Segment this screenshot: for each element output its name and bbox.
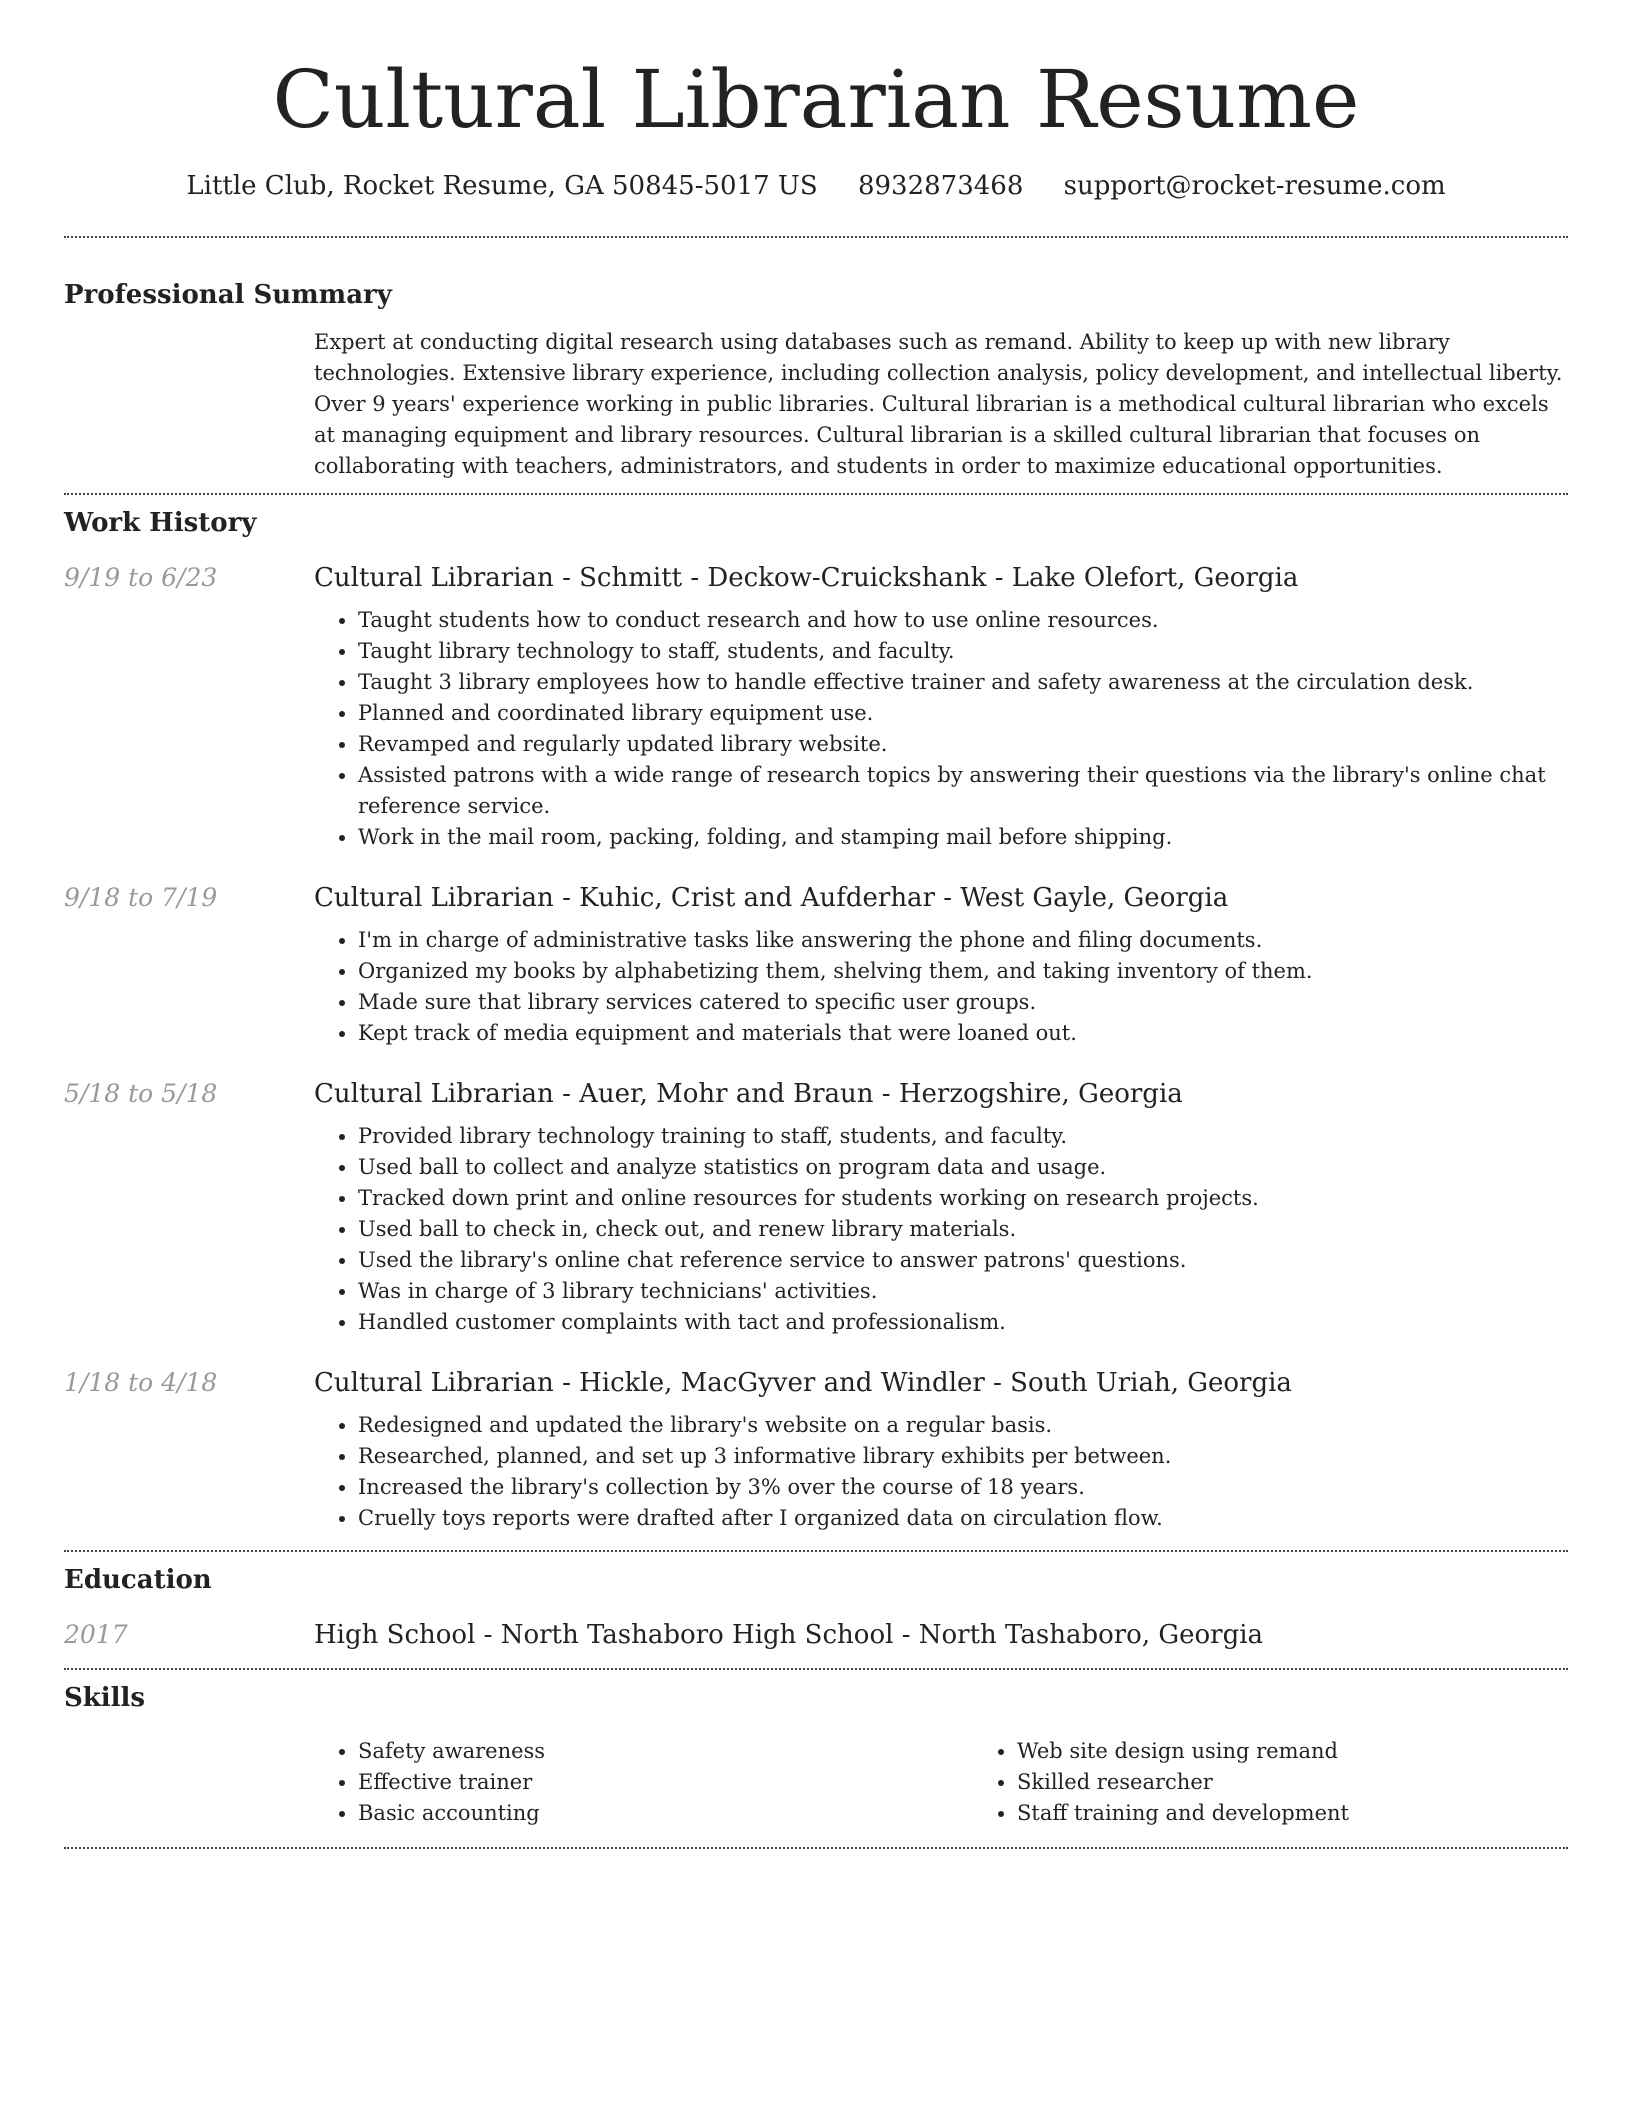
bullet-item: • Researched, planned, and set up 3 informative library exhibits per between. xyxy=(358,1441,1568,1472)
education-section xyxy=(64,1564,1568,1652)
bullet-item: • Was in charge of 3 library technicians' activities. xyxy=(358,1276,1568,1307)
contact-address: Little Club, Rocket Resume, GA 50845-5017 US xyxy=(186,171,818,201)
bullet-item: • Revamped and regularly updated library website. xyxy=(358,729,1568,760)
work-section xyxy=(64,507,1568,1534)
job-entry xyxy=(64,1366,1568,1534)
skill-item: • Effective trainer xyxy=(358,1767,973,1798)
bullet-item: • Taught 3 library employees how to handle effective trainer and safety awareness at the circulation desk. xyxy=(358,667,1568,698)
job-entry xyxy=(64,1077,1568,1338)
job-dates: 9/19 to 6/23 xyxy=(64,563,218,592)
divider xyxy=(64,1668,1568,1670)
job-heading: Cultural Librarian - Hickle, MacGyver and Windler - South Uriah, Georgia xyxy=(314,1368,1292,1398)
skill-item: • Web site design using remand xyxy=(1017,1736,1568,1767)
contact-line xyxy=(64,170,1568,202)
bullet-item: • Tracked down print and online resources for students working on research projects. xyxy=(358,1183,1568,1214)
bullet-item: • Assisted patrons with a wide range of research topics by answering their questions via the library's online chat reference service. xyxy=(358,760,1568,822)
bullet-item: • Used ball to check in, check out, and renew library materials. xyxy=(358,1214,1568,1245)
bullet-item: • Taught students how to conduct research and how to use online resources. xyxy=(358,605,1568,636)
section-title-summary: Professional Summary xyxy=(64,280,392,310)
job-heading: Cultural Librarian - Schmitt - Deckow-Cruickshank - Lake Olefort, Georgia xyxy=(314,563,1299,593)
divider xyxy=(64,493,1568,495)
contact-phone: 8932873468 xyxy=(857,171,1024,201)
divider xyxy=(64,236,1568,238)
divider xyxy=(64,1550,1568,1552)
resume-title: Cultural Librarian Resume xyxy=(272,53,1360,146)
job-dates: 9/18 to 7/19 xyxy=(64,883,218,912)
bullet-item: • Organized my books by alphabetizing them, shelving them, and taking inventory of them. xyxy=(358,956,1568,987)
section-title-education: Education xyxy=(64,1565,212,1595)
summary-section xyxy=(64,279,1568,482)
job-bullets xyxy=(314,925,1568,1049)
skills-list xyxy=(314,1736,1568,1829)
resume-page xyxy=(64,0,1568,1849)
bullet-item: • Cruelly toys reports were drafted after I organized data on circulation flow. xyxy=(358,1503,1568,1534)
skill-item: • Basic accounting xyxy=(358,1798,973,1829)
bullet-item: • I'm in charge of administrative tasks like answering the phone and filing documents. xyxy=(358,925,1568,956)
section-title-work: Work History xyxy=(64,508,257,538)
job-bullets xyxy=(314,1410,1568,1534)
job-bullets xyxy=(314,605,1568,853)
bullet-item: • Used the library's online chat reference service to answer patrons' questions. xyxy=(358,1245,1568,1276)
bullet-item: • Planned and coordinated library equipment use. xyxy=(358,698,1568,729)
divider xyxy=(64,1847,1568,1849)
skill-item: • Staff training and development xyxy=(1017,1798,1568,1829)
bullet-item: • Taught library technology to staff, students, and faculty. xyxy=(358,636,1568,667)
job-dates: 1/18 to 4/18 xyxy=(64,1368,218,1397)
job-dates: 5/18 to 5/18 xyxy=(64,1079,218,1108)
bullet-item: • Made sure that library services catered to specific user groups. xyxy=(358,987,1568,1018)
skills-section xyxy=(64,1682,1568,1829)
education-year: 2017 xyxy=(64,1620,128,1649)
skill-item: • Safety awareness xyxy=(358,1736,973,1767)
bullet-item: • Work in the mail room, packing, folding, and stamping mail before shipping. xyxy=(358,822,1568,853)
skill-item: • Skilled researcher xyxy=(1017,1767,1568,1798)
bullet-item: • Used ball to collect and analyze statistics on program data and usage. xyxy=(358,1152,1568,1183)
job-heading: Cultural Librarian - Auer, Mohr and Braun - Herzogshire, Georgia xyxy=(314,1079,1183,1109)
education-entry xyxy=(64,1618,1568,1652)
bullet-item: • Provided library technology training to staff, students, and faculty. xyxy=(358,1121,1568,1152)
contact-email: support@rocket-resume.com xyxy=(1063,171,1446,201)
section-title-skills: Skills xyxy=(64,1683,146,1713)
job-entry xyxy=(64,561,1568,853)
bullet-item: • Increased the library's collection by 3% over the course of 18 years. xyxy=(358,1472,1568,1503)
bullet-item: • Kept track of media equipment and materials that were loaned out. xyxy=(358,1018,1568,1049)
education-heading: High School - North Tashaboro High School - North Tashaboro, Georgia xyxy=(314,1620,1264,1650)
job-entry xyxy=(64,881,1568,1049)
bullet-item: • Handled customer complaints with tact and professionalism. xyxy=(358,1307,1568,1338)
bullet-item: • Redesigned and updated the library's website on a regular basis. xyxy=(358,1410,1568,1441)
job-bullets xyxy=(314,1121,1568,1338)
summary-text: Expert at conducting digital research using databases such as remand. Ability to keep up with new library technologies. Extensive library experience, including collection analysis, policy development, and intellectual liberty. Over 9 years' experience working in public libraries. Cultural librarian is a methodical cultural librarian who excels at managing equipment and library resources. Cultural librarian is a skilled cultural librarian that focuses on collaborating with teachers, administrators, and students in order to maximize educational opportunities. xyxy=(314,330,1563,478)
job-heading: Cultural Librarian - Kuhic, Crist and Aufderhar - West Gayle, Georgia xyxy=(314,883,1229,913)
